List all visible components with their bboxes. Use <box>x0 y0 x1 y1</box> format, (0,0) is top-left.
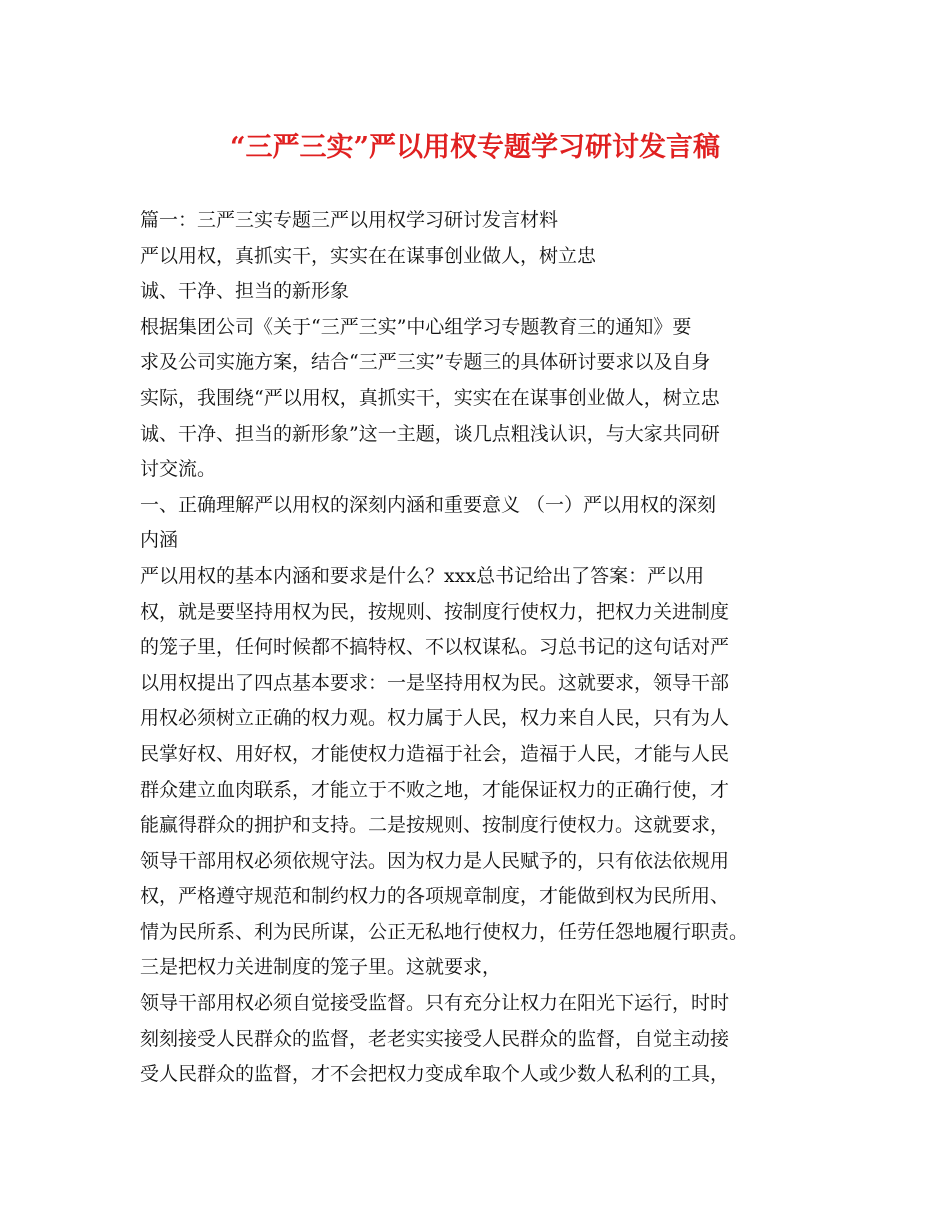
text-line: 权，严格遵守规范和制约权力的各项规章制度，才能做到权为民所用、 <box>140 885 730 908</box>
text-line: 受人民群众的监督，才不会把权力变成牟取个人或少数人私利的工具， <box>140 1063 730 1086</box>
document-body <box>140 203 820 1093</box>
text-line: 权，就是要坚持用权为民，按规则、按制度行使权力，把权力关进制度 <box>140 600 730 623</box>
text-line: 一、正确理解严以用权的深刻内涵和重要意义 （一）严以用权的深刻 <box>140 493 717 516</box>
text-line: 刻刻接受人民群众的监督，老老实实接受人民群众的监督，自觉主动接 <box>140 1027 730 1050</box>
text-line: 领导干部用权必须自觉接受监督。只有充分让权力在阳光下运行，时时 <box>140 992 730 1015</box>
text-line: 领导干部用权必须依规守法。因为权力是人民赋予的，只有依法依规用 <box>140 849 730 872</box>
text-line: 根据集团公司《关于“三严三实”中心组学习专题教育三的通知》要 <box>140 315 692 338</box>
text-line: 内涵 <box>140 529 179 552</box>
text-line: 民掌好权、用好权，才能使权力造福于社会，造福于人民，才能与人民 <box>140 742 730 765</box>
text-line: 三是把权力关进制度的笼子里。这就要求， <box>140 956 502 979</box>
text-line: 的笼子里，任何时候都不搞特权、不以权谋私。习总书记的这句话对严 <box>140 636 730 659</box>
text-line: 以用权提出了四点基本要求：一是坚持用权为民。这就要求，领导干部 <box>140 671 730 694</box>
text-line: 用权必须树立正确的权力观。权力属于人民，权力来自人民，只有为人 <box>140 707 730 730</box>
text-line: 诚、干净、担当的新形象 <box>140 280 350 303</box>
text-line: 篇一：三严三实专题三严以用权学习研讨发言材料 <box>140 209 559 231</box>
text-line: 实际，我围绕“严以用权，真抓实干，实实在在谋事创业做人，树立忠 <box>140 386 720 409</box>
text-line: 求及公司实施方案，结合“三严三实”专题三的具体研讨要求以及自身 <box>140 351 711 374</box>
document-title: “三严三实”严以用权专题学习研讨发言稿 <box>229 132 721 163</box>
text-line: 能赢得群众的拥护和支持。二是按规则、按制度行使权力。这就要求， <box>140 814 730 837</box>
text-line: 严以用权，真抓实干，实实在在谋事创业做人，树立忠 <box>140 244 597 267</box>
text-line: 严以用权的基本内涵和要求是什么？xxx总书记给出了答案：严以用 <box>140 564 705 587</box>
text-line: 群众建立血肉联系，才能立于不败之地，才能保证权力的正确行使，才 <box>140 778 730 801</box>
text-line: 讨交流。 <box>140 458 217 481</box>
text-line: 诚、干净、担当的新形象”这一主题，谈几点粗浅认识，与大家共同研 <box>140 422 720 445</box>
text-line: 情为民所系、利为民所谋，公正无私地行使权力，任劳任怨地履行职责。 <box>140 920 749 943</box>
